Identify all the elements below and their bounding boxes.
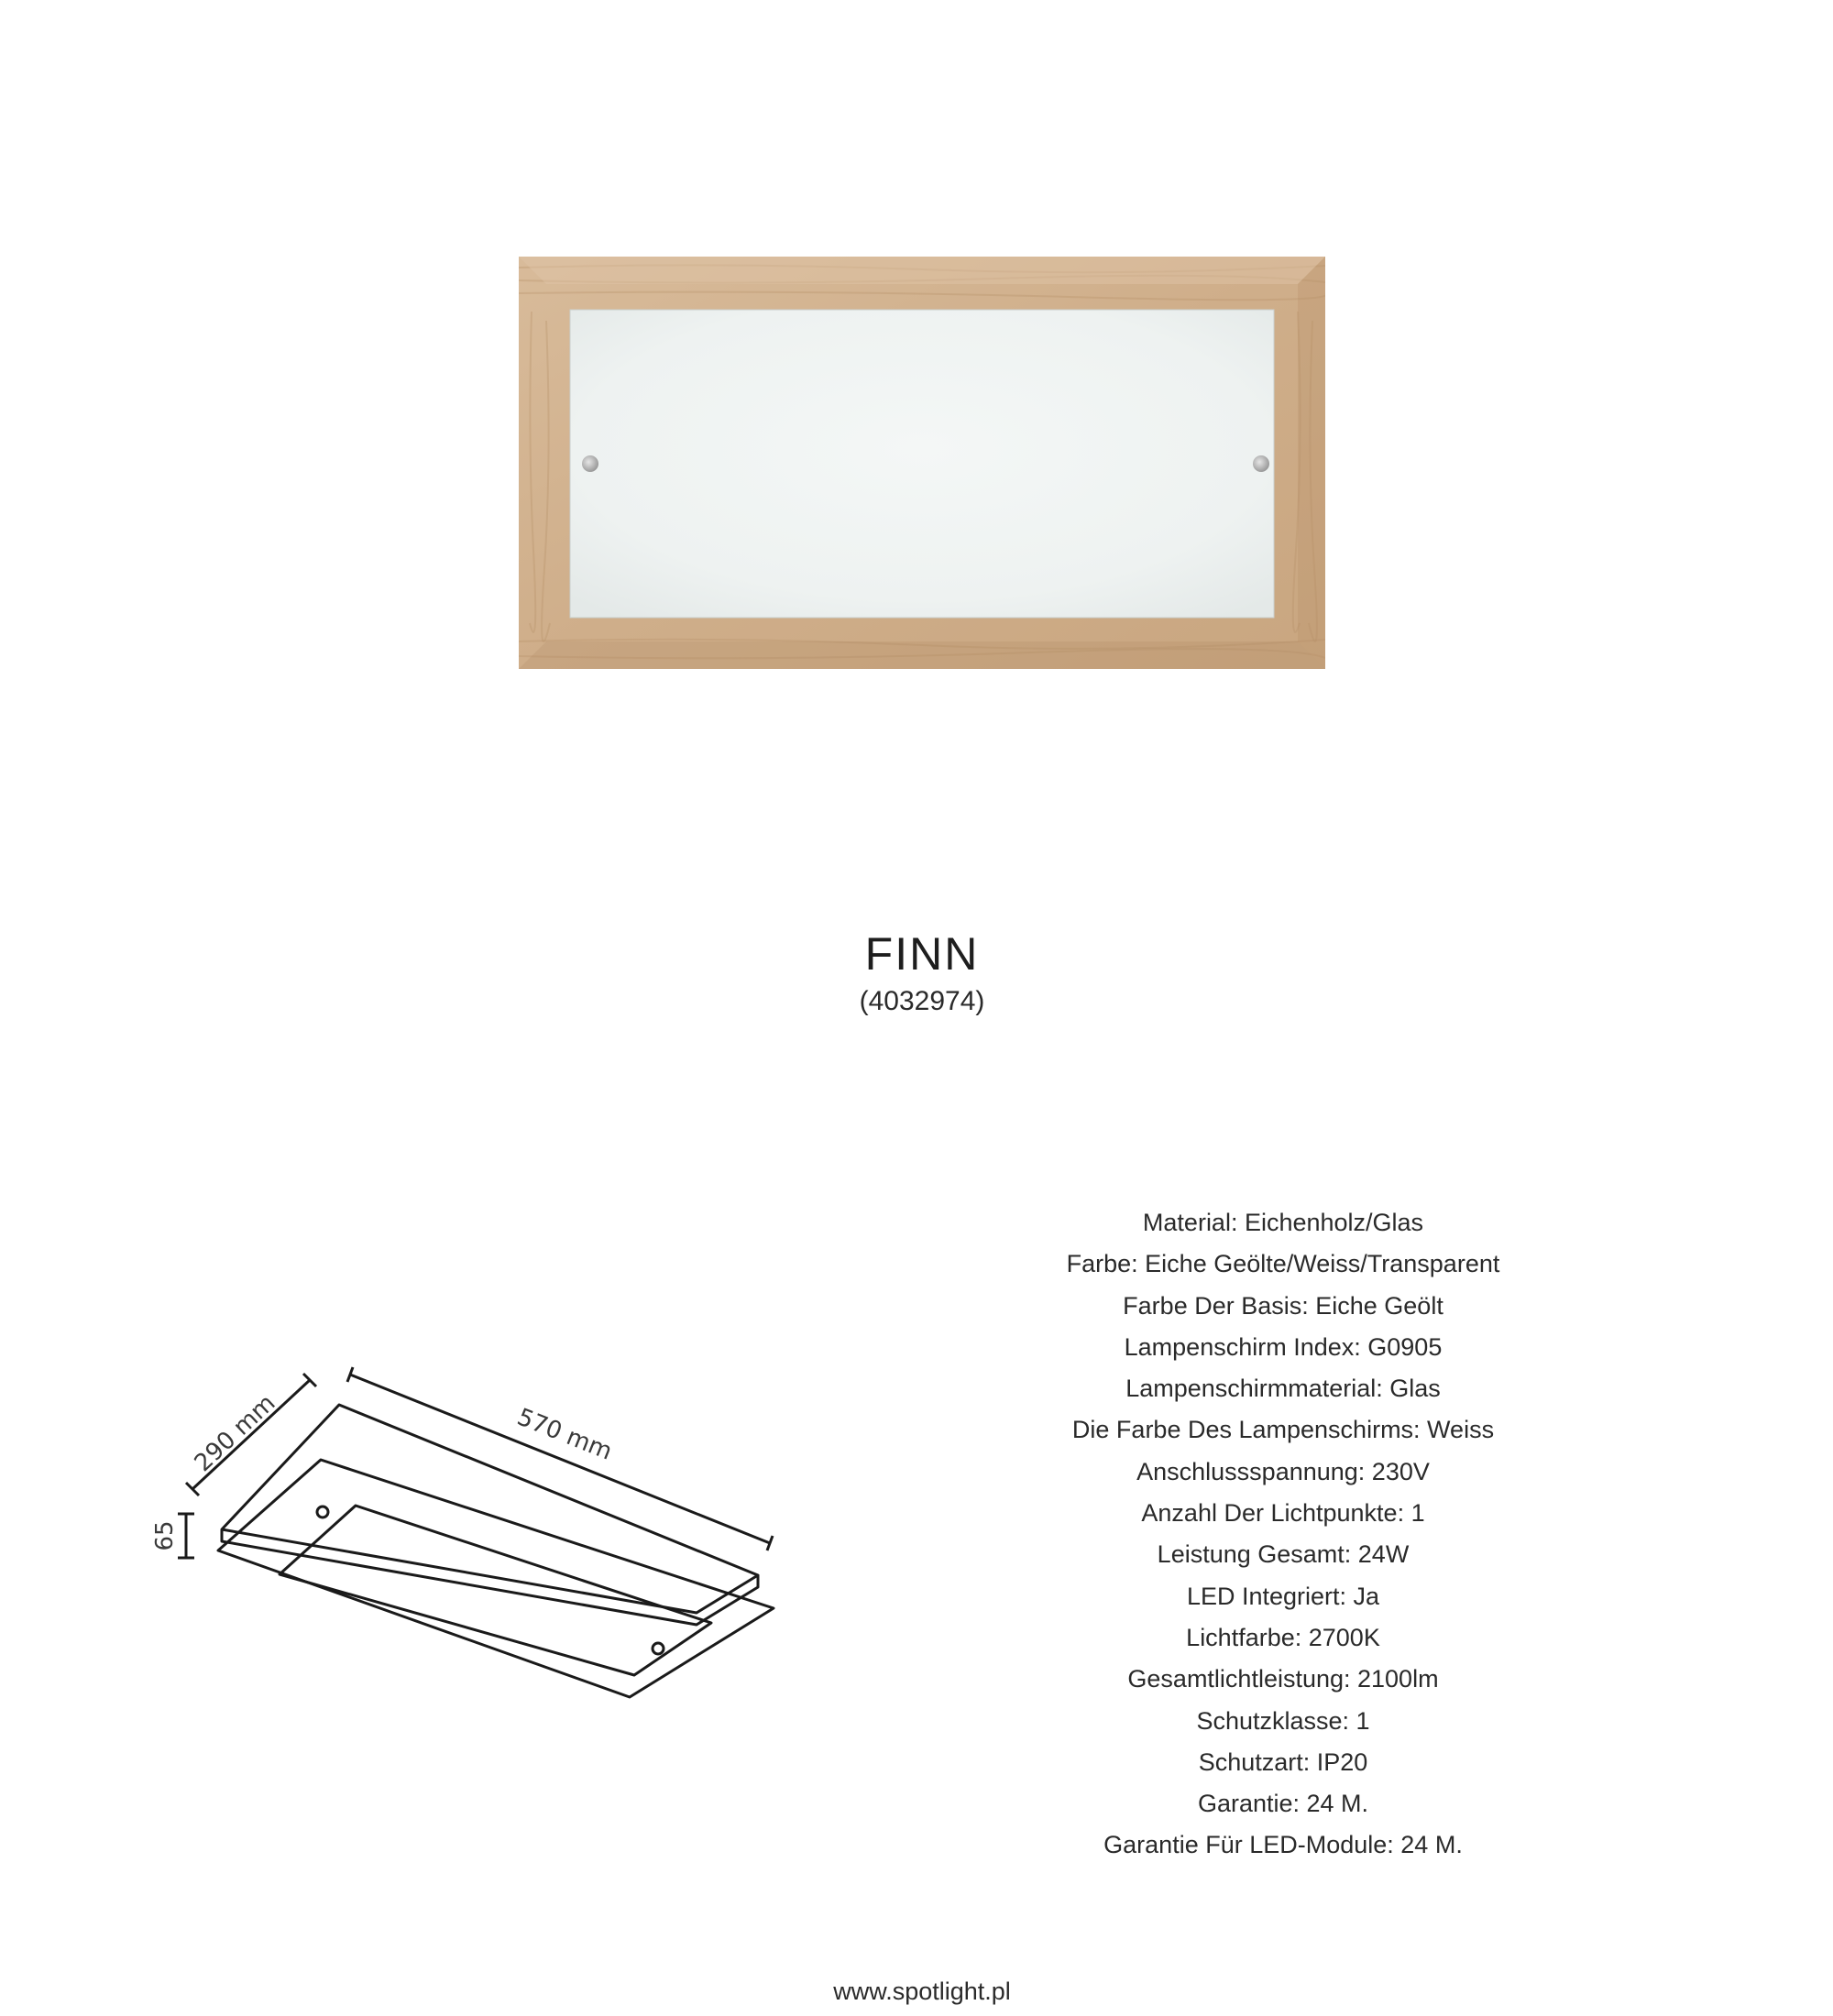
spec-light-color: Lichtfarbe: 2700K: [1186, 1623, 1380, 1651]
spec-material: Material: Eichenholz/Glas: [1142, 1209, 1424, 1236]
spec-protection-class: Schutzklasse: 1: [1196, 1706, 1370, 1735]
spec-base-color: Farbe Der Basis: Eiche Geölt: [1123, 1291, 1443, 1320]
frame-bevel-bottom: [519, 641, 1325, 669]
spec-shade-material: Lampenschirmmaterial: Glas: [1125, 1375, 1441, 1403]
spec-warranty: Garantie: 24 M.: [1197, 1790, 1369, 1818]
spec-list: [953, 1202, 1613, 1867]
product-photo: [519, 257, 1325, 669]
technical-drawing: [137, 1347, 788, 1714]
dimension-label-width: 290 mm: [189, 1389, 281, 1478]
frame-bevel-right: [1298, 257, 1325, 669]
screw-left-icon: [582, 455, 598, 472]
spec-shade-index: Lampenschirm Index: G0905: [1124, 1332, 1443, 1361]
spec-shade-color: Die Farbe Des Lampenschirms: Weiss: [1071, 1416, 1495, 1444]
website-link[interactable]: www.spotlight.pl: [833, 1978, 1011, 2005]
dimension-label-length: 570 mm: [513, 1403, 616, 1466]
product-name: FINN: [864, 928, 980, 980]
dimension-line-length: [350, 1375, 770, 1543]
drawing-screw-b-icon: [653, 1643, 664, 1654]
spec-led-integrated: LED Integriert: Ja: [1186, 1582, 1380, 1610]
spec-power: Leistung Gesamt: 24W: [1157, 1540, 1410, 1569]
dimension-label-height: 65: [151, 1520, 179, 1551]
spec-led-warranty: Garantie Für LED-Module: 24 M.: [1103, 1831, 1463, 1859]
spec-luminous-flux: Gesamtlichtleistung: 2100lm: [1127, 1665, 1439, 1693]
spec-ip-rating: Schutzart: IP20: [1198, 1748, 1368, 1776]
spec-voltage: Anschlussspannung: 230V: [1136, 1457, 1430, 1485]
drawing-screw-a-icon: [317, 1507, 328, 1517]
glass-diffuser: [570, 310, 1274, 618]
screw-right-icon: [1253, 455, 1269, 472]
frame-bevel-top: [519, 257, 1325, 284]
spec-light-points: Anzahl Der Lichtpunkte: 1: [1141, 1499, 1425, 1528]
product-code: (4032974): [859, 986, 985, 1016]
spec-color: Farbe: Eiche Geölte/Weiss/Transparent: [1066, 1250, 1500, 1278]
